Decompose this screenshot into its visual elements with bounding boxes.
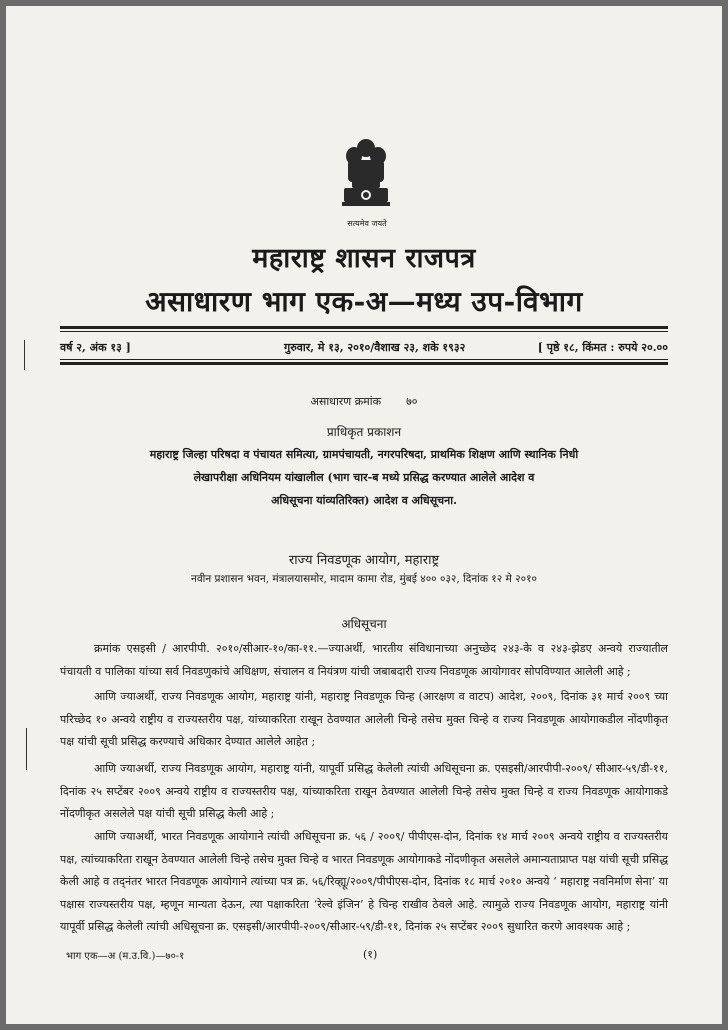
publication-desc-line3: अधिसूचना यांव्यतिरिक्त) आदेश व अधिसूचना. xyxy=(271,494,457,507)
publication-heading: प्राधिकृत प्रकाशन xyxy=(326,425,402,439)
notification-heading: अधिसूचना xyxy=(341,617,387,631)
extraordinary-number xyxy=(6,394,722,409)
gazette-page xyxy=(6,6,722,1024)
gazette-title: महाराष्ट्र शासन राजपत्र xyxy=(252,243,476,274)
pages-price: [ पृष्ठे १८, किंमत : रुपये २०.०० xyxy=(537,341,668,354)
header-rule-bottom xyxy=(60,362,668,365)
header-rule-top xyxy=(60,326,668,329)
issue-meta xyxy=(60,340,668,356)
issue-date: गुरुवार, मे १३, २०१०/वैशाख २३, शके १९३२ xyxy=(284,341,466,354)
footer-reference: भाग एक—अ (म.उ.वि.)—७०-१ xyxy=(66,951,185,962)
notification-para-3: आणि ज्याअर्थी, राज्य निवडणूक आयोग, महाराष्ट्र यांनी, यापूर्वी प्रसिद्ध केलेली त्यांची अधिसूचना क्र. एसइसी/आरपीपी-२००९/ सीआर-५९/डी-११, दिनांक २५ सप्टेंबर २००९ अन्वये राष्ट्रीय व राज्यस्तरीय पक्ष, यांच्याकरिता राखून ठेवण्यात आलेली चिन्हे तसेच मुक्त चिन्हे व राज्य निवडणूक आयोगाकडे नोंदणीकृत असलेले पक्ष यांची सूची प्रसिद्ध केली आहे ; xyxy=(60,762,668,820)
volume-issue: वर्ष २, अंक १३ ] xyxy=(60,341,131,354)
gazette-subtitle: असाधारण भाग एक-अ—मध्य उप-विभाग xyxy=(145,285,583,318)
header-rule-bottom-thin xyxy=(60,359,668,360)
commission-address: नवीन प्रशासन भवन, मंत्रालयासमोर, मादाम कामा रोड, मुंबई ४०० ०३२, दिनांक १२ मे २०१० xyxy=(191,573,537,585)
commission-name: राज्य निवडणूक आयोग, महाराष्ट्र xyxy=(288,553,440,568)
margin-mark-bottom xyxy=(26,728,27,770)
notification-para-1: क्रमांक एसइसी / आरपीपी. २०१०/सीआर-१०/का-११.—ज्याअर्थी, भारतीय संविधानाच्या अनुच्छेद २४३-के व २४३-झेडए अन्वये राज्यातील पंचायती व पालिका यांच्या सर्व निवडणुकांचे अधिक्षण, संचालन व नियंत्रण यांची जबाबदारी राज्य निवडणूक आयोगावर सोपविण्यात आलेली आहे ; xyxy=(60,642,668,678)
extraordinary-value: ७० xyxy=(406,395,418,408)
publication-desc-line1: महाराष्ट्र जिल्हा परिषदा व पंचायत समित्या, ग्रामपंचायती, नगरपरिषदा, प्राथमिक शिक्षण आणि स्थानिक निधी xyxy=(149,448,579,461)
header-rule-top-thin xyxy=(60,331,668,332)
notification-para-2: आणि ज्याअर्थी, राज्य निवडणूक आयोग, महाराष्ट्र यांनी, महाराष्ट्र निवडणूक चिन्ह (आरक्षण व वाटप) आदेश, २००९, दिनांक ३१ मार्च २००९ च्या परिच्छेद १० अन्वये राष्ट्रीय व राज्यस्तरीय पक्ष, यांच्याकरिता राखून ठेवण्यात आलेली चिन्हे तसेच मुक्त चिन्हे व राज्य निवडणूक आयोगाकडील नोंदणीकृत पक्ष यांची सूची प्रसिद्ध करण्याचे अधिकार देण्यात आलेले आहेत ; xyxy=(60,690,668,748)
publication-desc-line2: लेखापरीक्षा अधिनियम यांखालील (भाग चार-ब मध्ये प्रसिद्ध करण्यात आलेले आदेश व xyxy=(193,471,535,484)
emblem-motto: सत्यमेव जयते xyxy=(347,219,387,228)
ashoka-emblem-icon xyxy=(338,136,394,226)
page-number: (१) xyxy=(363,948,378,961)
notification-para-4: आणि ज्याअर्थी, भारत निवडणूक आयोगाने त्यांची अधिसूचना क्र. ५६ / २००९/ पीपीएस-दोन, दिनांक १४ मार्च २००९ अन्वये राष्ट्रीय व राज्यस्तरीय पक्ष, त्यांच्याकरिता राखून ठेवण्यात आलेली चिन्हे तसेच मुक्त चिन्हे व भारत निवडणूक आयोगाकडे नोंदणीकृत असलेले अमान्यताप्राप्त पक्ष यांची सूची प्रसिद्ध केली आहे व तद्नंतर भारत निवडणूक आयोगाने त्यांच्या पत्र क्र. ५६/रिव्ह्यू/२००९/पीपीएस-दोन, दिनांक १८ मार्च २०१० अन्वये ‘ महाराष्ट्र नवनिर्माण सेना’ या पक्षास राज्यस्तरीय पक्ष, म्हणून मान्यता देऊन, त्या पक्षाकरिता ‘रेल्वे इंजिन’ हे चिन्ह राखीव ठेवले आहे. त्यामुळे राज्य निवडणूक आयोग, महाराष्ट्र यांनी यापूर्वी प्रसिद्ध केलेली त्यांची अधिसूचना क्र. एसइसी/आरपीपी-२००९/सीआर-५९/डी-११, दिनांक २५ सप्टेंबर २००९ सुधारित करणे आवश्यक आहे ; xyxy=(60,830,668,933)
margin-mark-top xyxy=(24,340,25,370)
extraordinary-label: असाधारण क्रमांक xyxy=(310,395,382,408)
